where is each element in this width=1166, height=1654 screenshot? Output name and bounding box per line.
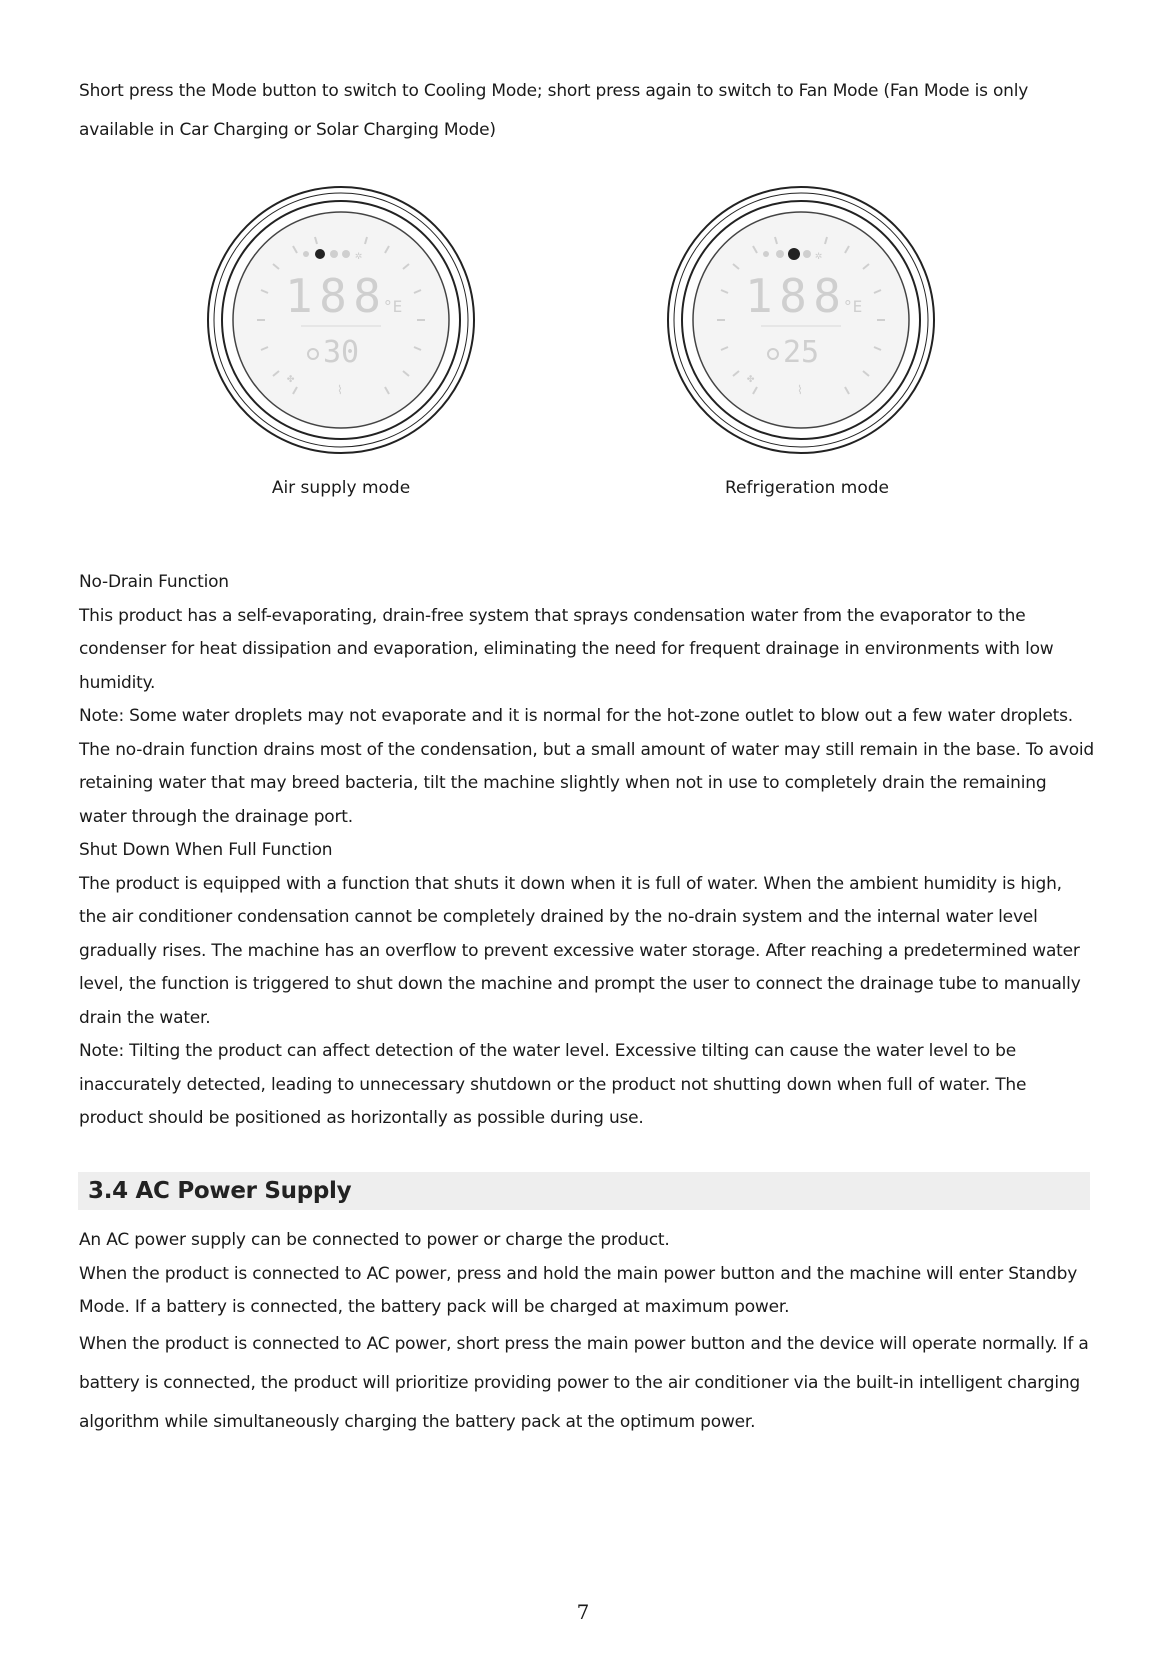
function-descriptions [79, 566, 1094, 1136]
ac-paragraph-3: When the product is connected to AC power, short press the main power button and the device will operate normally. If a battery is connected, the product will prioritize providing power to the air conditioner via the built-in intelligent charging algorithm while simultaneously charging the battery pack at the optimum power. [79, 1333, 1089, 1432]
caption-air-supply-mode: Air supply mode [271, 478, 411, 498]
fan-symbol-icon: ✤ [287, 371, 295, 385]
section-title: 3.4 AC Power Supply [88, 1178, 352, 1204]
thermometer-icon: ⌇ [797, 383, 803, 397]
timer-digits: 25 [783, 335, 820, 370]
intro-paragraph: Short press the Mode button to switch to Cooling Mode; short press again to switch to Fan Mode (Fan Mode is only available in Car Charging or Solar Charging Mode) [79, 81, 1029, 140]
shut-down-note: Note: Tilting the product can affect detection of the water level. Excessive tilting can cause the water level to be inaccurately detected, leading to unnecessary shutdown or the product not shutting down when full of water. The product should be positioned as horizontally as possible during use. [79, 1041, 1027, 1128]
fan-symbol-icon: ✤ [747, 371, 755, 385]
ac-paragraph-2: When the product is connected to AC power, press and hold the main power button and the machine will enter Standby Mode. If a battery is connected, the battery pack will be charged at maximum power. [79, 1263, 1078, 1317]
control-panel-display-refrigeration [665, 184, 937, 456]
svg-text:✲: ✲ [355, 248, 363, 262]
temperature-unit: °E [383, 297, 403, 316]
no-drain-heading: No-Drain Function [79, 572, 229, 592]
timer-digits: 30 [323, 335, 360, 370]
section-header-bar [78, 1172, 1090, 1210]
no-drain-note: Note: Some water droplets may not evaporate and it is normal for the hot-zone outlet to blow out a few water droplets. The no-drain function drains most of the condensation, but a small amount of water may still remain in the base. To avoid retaining water that may breed bacteria, tilt the machine slightly when not in use to completely drain the remaining water through the drainage port. [79, 706, 1095, 827]
temperature-digits: 188 [285, 269, 381, 323]
cooling-icon [788, 248, 800, 260]
svg-text:✲: ✲ [815, 248, 823, 262]
shut-down-heading: Shut Down When Full Function [79, 840, 333, 860]
shut-down-paragraph: The product is equipped with a function that shuts it down when it is full of water. When the ambient humidity is high, the air conditioner condensation cannot be completely drained by the no-drain system and the internal water level gradually rises. The machine has an overflow to prevent excessive water storage. After reaching a predetermined water level, the function is triggered to shut down the machine and prompt the user to connect the drainage tube to manually drain the water. [79, 873, 1081, 1028]
temperature-digits: 188 [745, 269, 841, 323]
ac-paragraph-1: An AC power supply can be connected to power or charge the product. [79, 1230, 670, 1250]
ac-power-section [79, 1224, 1094, 1442]
no-drain-paragraph: This product has a self-evaporating, drain-free system that sprays condensation water from the evaporator to the condenser for heat dissipation and evaporation, eliminating the need for frequent drainage in environments with low humidity. [79, 605, 1054, 693]
control-panel-display-air-supply [205, 184, 477, 456]
page-number: 7 [576, 1600, 590, 1624]
fan-icon [315, 249, 325, 259]
thermometer-icon: ⌇ [337, 383, 343, 397]
caption-refrigeration-mode: Refrigeration mode [724, 478, 890, 498]
temperature-unit: °E [843, 297, 863, 316]
